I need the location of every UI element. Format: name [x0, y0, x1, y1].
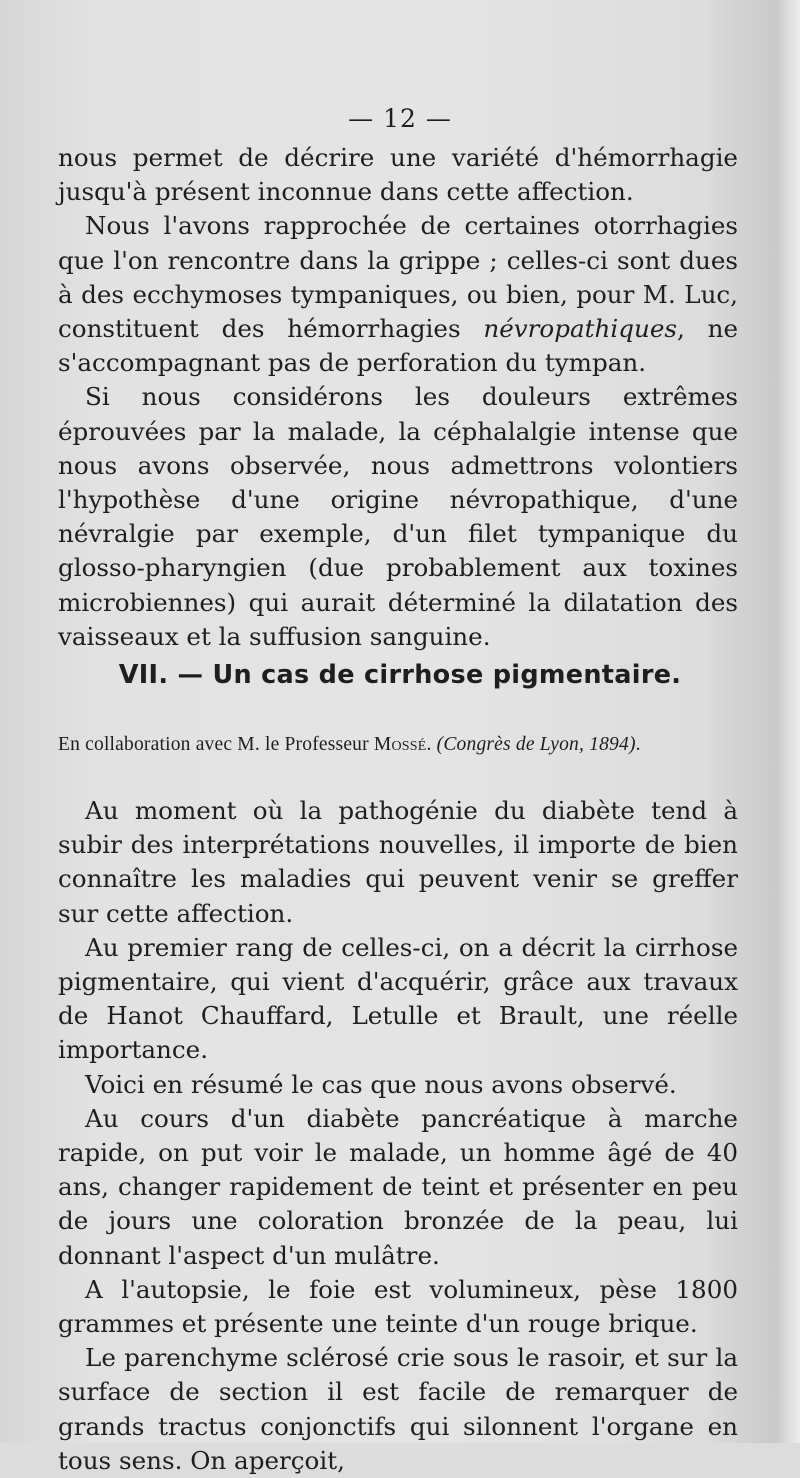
- collaboration-line: [58, 734, 758, 756]
- paragraph: Voici en résumé le cas que nous avons observé.: [85, 1069, 677, 1099]
- collaboration-prefix: En collaboration avec M. le Professeur: [58, 734, 374, 755]
- paragraph: Au premier rang de celles-ci, on a décrit la cirrhose pigmentaire, qui vient d'acquérir, grâce aux travaux de Hanot Chauffard, Letulle et Brault, une réelle importance.: [58, 932, 738, 1065]
- paragraph: Si nous considérons les douleurs extrêmes éprouvées par la malade, la céphalalgie intense que nous avons observée, nous admettrons volontiers l'hypothèse d'une origine névropathique, d'une névralgie par exemple, d'un filet tympanique du glosso-pharyngien (due probablement aux toxines microbiennes) qui aurait déterminé la dilatation des vaisseaux et la suffusion sanguine.: [58, 382, 738, 651]
- italic-term: névropathiques: [483, 314, 677, 344]
- collaboration-period: .: [426, 734, 437, 755]
- paragraph: Au moment où la pathogénie du diabète tend à subir des interprétations nouvelles, il importe de bien connaître les maladies qui peuvent venir se greffer sur cette affection.: [58, 796, 738, 928]
- page-number: — 12 —: [348, 104, 452, 133]
- paragraph: nous permet de décrire une variété d'hémorrhagie jusqu'à présent inconnue dans cette affection.: [58, 143, 738, 207]
- collaborator-name: Mossé: [373, 734, 427, 755]
- section-heading: VII. — Un cas de cirrhose pigmentaire.: [118, 660, 682, 690]
- paragraph: Au cours d'un diabète pancréatique à marche rapide, on put voir le malade, un homme âgé de 40 ans, changer rapidement de teint et présenter en peu de jours une coloration bronzée de la peau, lui donnant l'aspect d'un mulâtre.: [58, 1103, 738, 1270]
- text-block-top: [58, 141, 738, 654]
- paragraph: [58, 209, 738, 380]
- paragraph: A l'autopsie, le foie est volumineux, pèse 1800 grammes et présente une teinte d'un rouge brique.: [58, 1274, 738, 1339]
- collaboration-suffix: .: [635, 734, 641, 755]
- paragraph-text: Nous l'avons rapprochée de certaines otorrhagies que l'on rencontre dans la grippe ; celles-ci sont dues à des ecchymoses tympaniques, ou bien, pour M. Luc, constituent des hémorrhagies: [58, 211, 738, 344]
- paragraph-text: , ne s'accompagnant pas de perforation du tympan.: [58, 314, 738, 378]
- paragraph: Le parenchyme sclérosé crie sous le rasoir, et sur la surface de section il est facile de remarquer de grands tractus conjonctifs qui silonnent l'organe en tous sens. On aperçoit,: [58, 1343, 738, 1475]
- text-block-bottom: [58, 794, 738, 1478]
- citation: (Congrès de Lyon, 1894): [436, 734, 636, 755]
